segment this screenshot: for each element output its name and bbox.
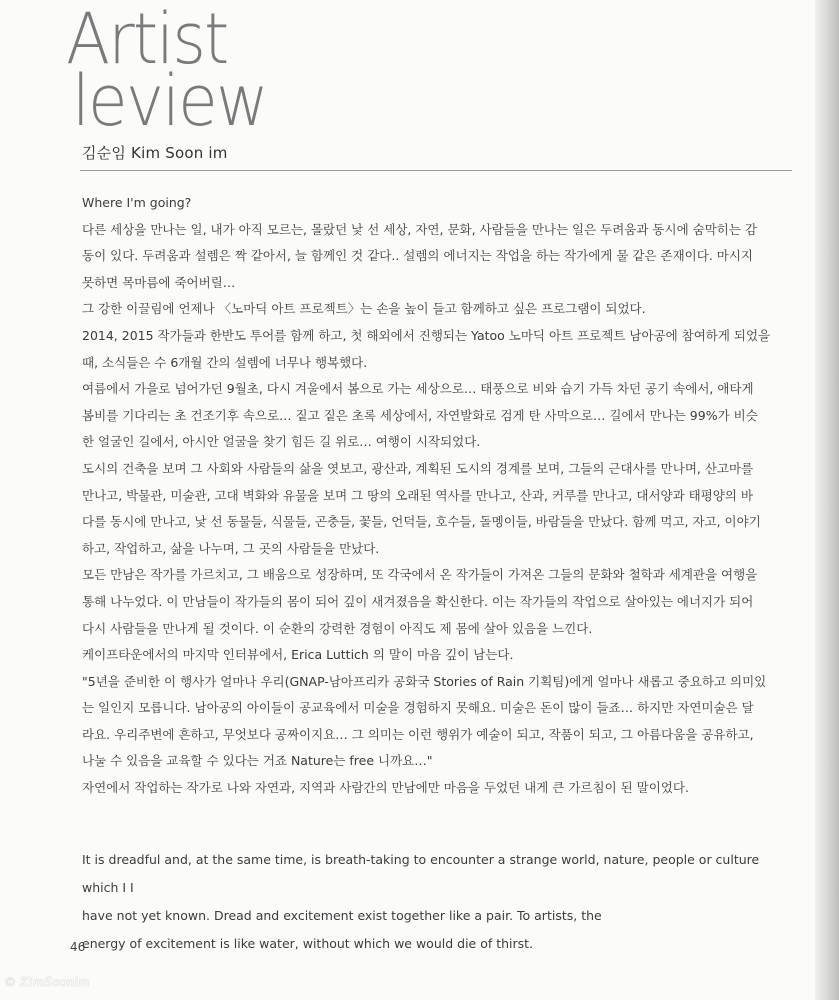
paragraph-line: 다시 사람들을 만나게 될 것이다. 이 순환의 강력한 경험이 아직도 제 몸에 살아 있음을 느낀다. xyxy=(82,620,593,636)
paragraph-line: 통해 나누었다. 이 만남들이 작가들의 몸이 되어 깊이 새겨졌음을 확신한다. 이는 작가들의 작업으로 살아있는 에너지가 되어 xyxy=(82,593,754,609)
paragraph-line: 는 일인지 모릅니다. 남아공의 아이들이 공교육에서 미술을 경험하지 못해요. 미술은 돈이 많이 들죠… 하지만 자연미술은 달 xyxy=(82,700,754,716)
paragraph-line: 자연에서 작업하는 작가로 나와 자연과, 지역과 사람간의 만남에만 마음을 두었던 내게 큰 가르침이 된 말이었다. xyxy=(82,780,689,796)
paragraph-line: 하고, 작업하고, 삶을 나누며, 그 곳의 사람들을 만났다. xyxy=(82,540,380,556)
paragraph-line: 케이프타운에서의 마지막 인터뷰에서, Erica Luttich 의 말이 마음 깊이 남는다. xyxy=(82,647,514,663)
divider xyxy=(80,170,792,171)
paragraph-line: 라요. 우리주변에 흔하고, 무엇보다 공짜이지요… 그 의미는 이런 행위가 예술이 되고, 작품이 되고, 그 아름다움을 공유하고, xyxy=(82,726,754,742)
paragraph-line: 2014, 2015 작가들과 한반도 투어를 함께 하고, 첫 해외에서 진행되는 Yatoo 노마딕 아트 프로젝트 남아공에 참여하게 되었을 xyxy=(82,327,771,343)
page-number: 46 xyxy=(70,940,86,954)
paragraph-line: 모든 만남은 작가를 가르치고, 그 배움으로 성장하며, 또 각국에서 온 작가들이 가져온 그들의 문화와 철학과 세계관을 여행을 xyxy=(82,567,758,583)
paragraph-line: It is dreadful and, at the same time, is breath-taking to encounter a strange world, nature, people or culture which I I xyxy=(82,852,760,895)
paragraph-line: 때, 소식들은 수 6개월 간의 설렘에 너무나 행복했다. xyxy=(82,354,368,370)
page-edge-shadow xyxy=(815,0,839,1000)
paragraph-line: 동이 있다. 두려움과 설렘은 짝 같아서, 늘 함께인 것 같다.. 설렘의 에너지는 작업을 하는 작가에게 물 같은 존재이다. 마시지 xyxy=(82,248,753,264)
paragraph-line: energy of excitement is like water, without which we would die of thirst. xyxy=(82,936,534,951)
paragraph-line: 한 얼굴인 길에서, 아시안 얼굴을 찾기 힘든 길 위로… 여행이 시작되었다. xyxy=(82,434,481,450)
paragraph-line: 나눌 수 있음을 교육할 수 있다는 거죠 Nature는 free 니까요…" xyxy=(82,753,433,769)
copyright-watermark: © KimSoonim xyxy=(4,975,90,989)
paragraph-line: 봄비를 기다리는 초 건조기후 속으로… 짙고 짙은 초록 세상에서, 자연발화로 검게 탄 사막으로… 길에서 만나는 99%가 비슷 xyxy=(82,407,758,423)
section-title-line2: leview xyxy=(72,60,267,142)
english-article-body xyxy=(82,846,794,958)
paragraph-line: 도시의 건축을 보며 그 사회와 사람들의 삶을 엿보고, 광산과, 계획된 도시의 경계를 보며, 그들의 근대사를 만나며, 산고마를 xyxy=(82,460,754,476)
section-title-line1: Artist xyxy=(66,0,228,80)
paragraph-line: 못하면 목마름에 죽어버릴… xyxy=(82,274,236,290)
author-name: 김순임 Kim Soon im xyxy=(82,144,228,162)
paragraph-line: have not yet known. Dread and excitement exist together like a pair. To artists, the xyxy=(82,908,602,923)
paragraph-line: 다른 세상을 만나는 일, 내가 아직 모르는, 몰랐던 낯 선 세상, 자연, 문화, 사람들을 만나는 일은 두려움과 동시에 숨막히는 감 xyxy=(82,221,757,237)
paragraph-line: "5년을 준비한 이 행사가 얼마나 우리(GNAP-남아프리카 공화국 Stories of Rain 기획팀)에게 얼마나 새롭고 중요하고 의미있 xyxy=(82,673,767,689)
korean-article-body xyxy=(82,190,794,802)
paragraph-line: Where I'm going? xyxy=(82,195,192,210)
paragraph-line: 여름에서 가을로 넘어가던 9월초, 다시 겨울에서 봄으로 가는 세상으로… 태풍으로 비와 습기 가득 차던 공기 속에서, 애타게 xyxy=(82,381,754,397)
paragraph-line: 다를 동시에 만나고, 낯 선 동물들, 식물들, 곤충들, 꽃들, 언덕들, 호수들, 돌멩이들, 바람들을 만났다. 함께 먹고, 자고, 이야기 xyxy=(82,514,761,530)
paragraph-line: 그 강한 이끌림에 언제나 〈노마딕 아트 프로젝트〉는 손을 높이 들고 함께하고 싶은 프로그램이 되었다. xyxy=(82,301,646,317)
paragraph-line: 만나고, 박물관, 미술관, 고대 벽화와 유물을 보며 그 땅의 오래된 역사를 만나고, 산과, 커루를 만나고, 대서양과 태평양의 바 xyxy=(82,487,753,503)
